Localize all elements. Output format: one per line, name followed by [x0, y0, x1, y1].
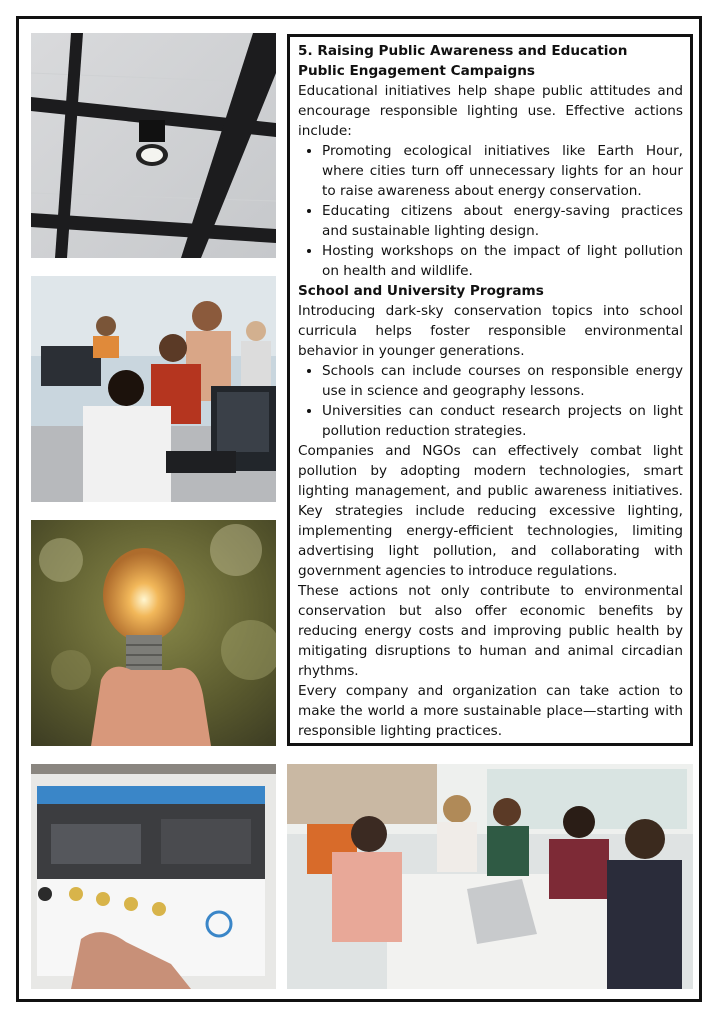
bullet-list-1	[298, 141, 683, 281]
bullet-list-2	[298, 361, 683, 441]
students-at-computers-photo	[31, 276, 276, 502]
paragraph-closing: Every company and organization can take action to make the world a more sustainable place—starting with responsible lighting practices.	[298, 683, 683, 739]
list-item: • Promoting ecological initiatives like Earth Hour, where cities turn off unnecessary lights for an hour to raise awareness about energy conservation.	[322, 141, 683, 201]
list-item: • Educating citizens about energy-saving practices and sustainable lighting design.	[322, 201, 683, 241]
intro-paragraph-1: Educational initiatives help shape public attitudes and encourage responsible lighting use. Effective actions include:	[298, 83, 683, 139]
paragraph-benefits: These actions not only contribute to environmental conservation but also offer economic benefits by reducing energy costs and improving public health by mitigating disruptions to human and animal circadian rhythms.	[298, 583, 683, 679]
subheading-school-programs: School and University Programs	[298, 283, 544, 299]
list-item: • Universities can conduct research projects on light pollution reduction strategies.	[322, 401, 683, 441]
section-heading: 5. Raising Public Awareness and Education	[298, 43, 628, 59]
subheading-public-engagement: Public Engagement Campaigns	[298, 63, 535, 79]
students-meeting-photo	[287, 764, 693, 989]
intro-paragraph-2: Introducing dark-sky conservation topics into school curricula helps foster responsible environmental behavior in younger generations.	[298, 303, 683, 359]
list-item: • Hosting workshops on the impact of light pollution on health and wildlife.	[322, 241, 683, 281]
paragraph-companies-ngos: Companies and NGOs can effectively combat light pollution by adopting modern technologies, smart lighting management, and public awareness initiatives. Key strategies include reducing excessive lighting, implementing energy-efficient technologies, limiting advertising light pollution, and collaborating with government agencies to introduce regulations.	[298, 443, 683, 579]
smart-lighting-tablet-photo	[31, 764, 276, 989]
ceiling-spotlight-photo	[31, 33, 276, 258]
list-item: • Schools can include courses on responsible energy use in science and geography lessons.	[322, 361, 683, 401]
light-bulb-photo	[31, 520, 276, 746]
text-panel	[287, 34, 693, 746]
